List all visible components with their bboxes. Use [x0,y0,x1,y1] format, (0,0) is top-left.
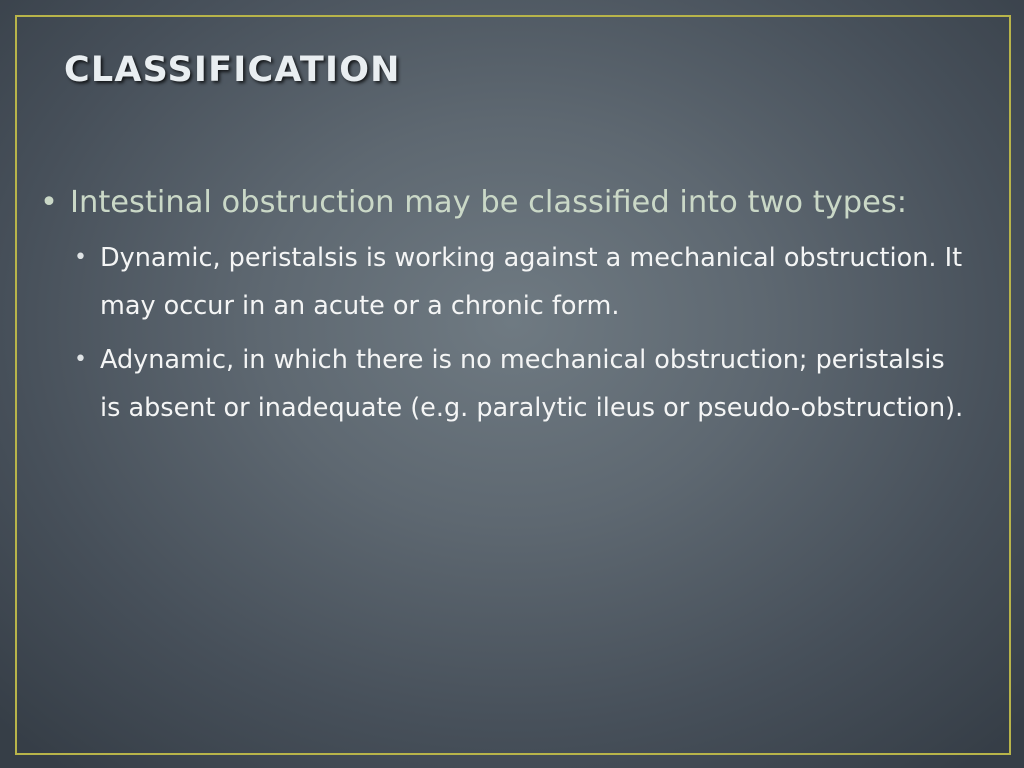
bullet-item [40,176,970,230]
bullet-dot-icon: • [74,245,87,270]
sub-bullet-text: Adynamic, in which there is no mechanical obstruction; peristalsis is absent or inadequate (e.g. paralytic ileus or pseudo-obstruction). [100,345,964,423]
bullet-dot-icon: • [40,185,58,220]
bullet-text: Intestinal obstruction may be classified into two types: [70,185,908,220]
sub-bullet-item-adynamic [70,336,970,432]
slide-title: CLASSIFICATION [64,50,401,90]
sub-bullet-text: Dynamic, peristalsis is working against a mechanical obstruction. It may occur in an acute or a chronic form. [100,243,963,321]
bullet-dot-icon: • [74,347,87,372]
slide-content [40,176,970,438]
sub-bullet-list [40,234,970,432]
sub-bullet-item-dynamic [70,234,970,330]
